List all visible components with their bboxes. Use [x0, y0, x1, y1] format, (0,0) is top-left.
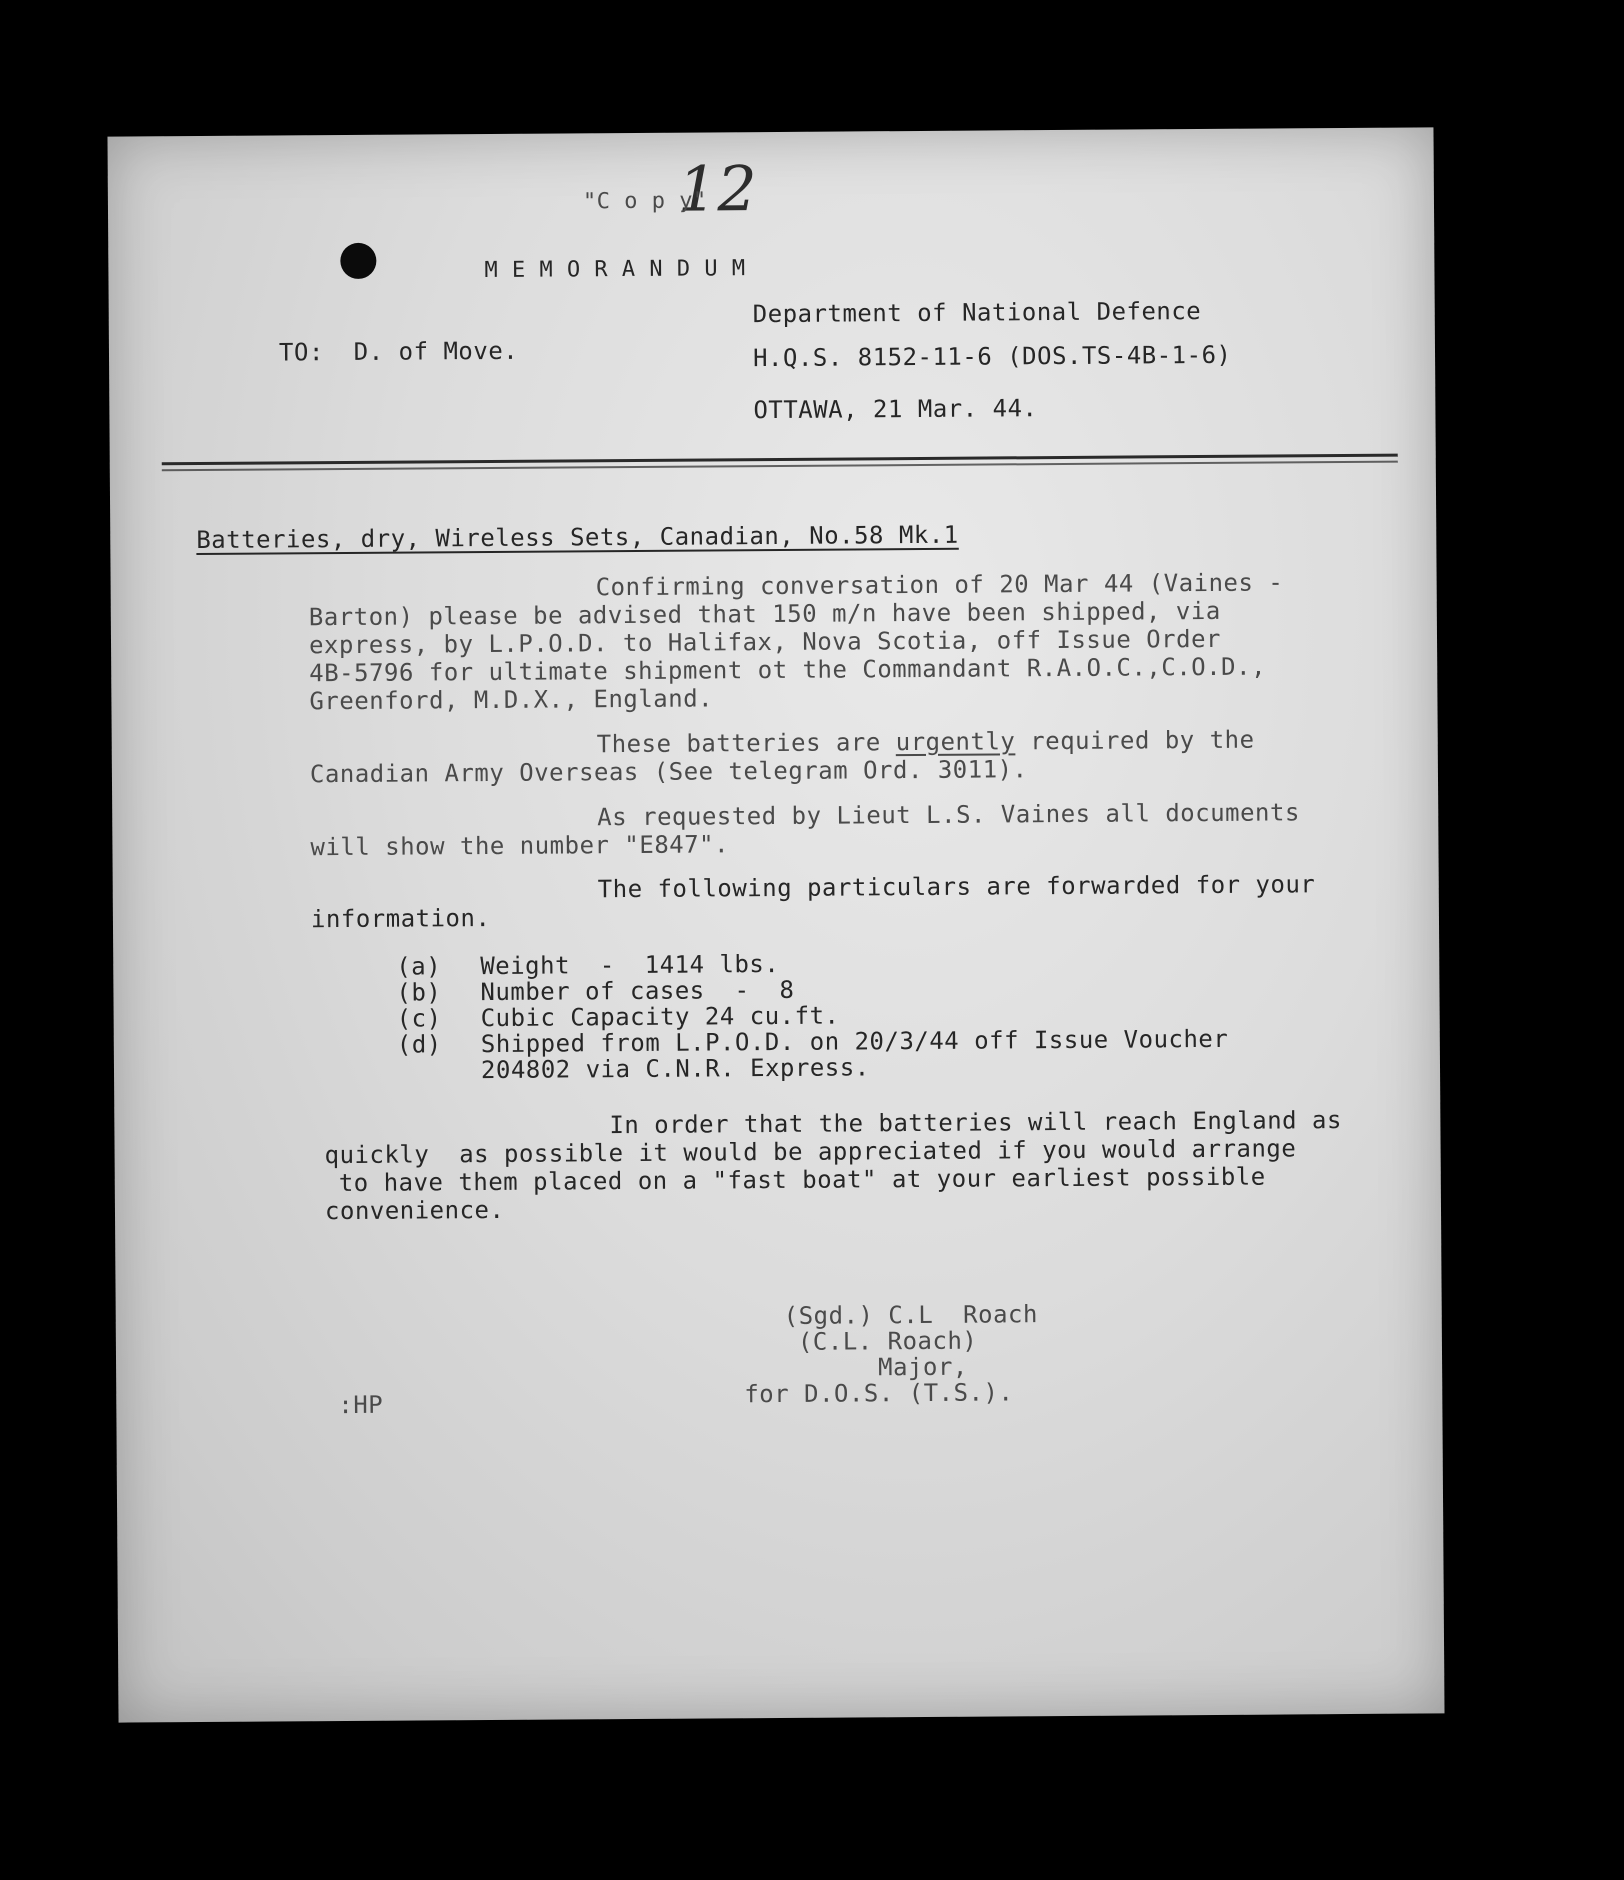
paragraph-4-line-2: information.	[310, 903, 491, 934]
document-type-heading: M E M O R A N D U M	[484, 256, 746, 284]
typist-initials: :HP	[338, 1390, 384, 1420]
paragraph-5-line-2: quickly as possible it would be appreciated if you would arrange	[324, 1134, 1297, 1170]
particular-text-b: Number of cases - 8	[480, 975, 795, 1007]
punch-hole	[340, 243, 376, 279]
paragraph-4-line-1: The following particulars are forwarded for your	[597, 870, 1316, 904]
particular-label-d: (d)	[396, 1030, 442, 1059]
paragraph-2-text-before: These batteries are	[596, 728, 896, 759]
handwritten-page-number: 12	[677, 152, 758, 226]
particular-text-d-continuation: 204802 via C.N.R. Express.	[480, 1053, 870, 1085]
particular-label-b: (b)	[396, 978, 442, 1007]
department-name: Department of National Defence	[752, 297, 1202, 329]
paragraph-1-line-5: Greenford, M.D.X., England.	[309, 684, 714, 716]
paragraph-1-line-4: 4B-5796 for ultimate shipment ot the Commandant R.A.O.C.,C.O.D.,	[309, 652, 1267, 688]
place-and-date: OTTAWA, 21 Mar. 44.	[753, 394, 1038, 425]
particular-label-a: (a)	[396, 952, 442, 981]
paragraph-5-line-3: to have them placed on a "fast boat" at your earliest possible	[338, 1162, 1266, 1198]
paragraph-3-line-1: As requested by Lieut L.S. Vaines all documents	[597, 798, 1300, 832]
signature-rank-line: Major,	[877, 1352, 968, 1382]
paragraph-5-line-4: convenience.	[324, 1195, 505, 1226]
urgently-underlined-word: urgently	[895, 727, 1016, 757]
subject-line: Batteries, dry, Wireless Sets, Canadian, No.58 Mk.1	[196, 520, 959, 555]
signature-signed-line: (Sgd.) C.L Roach	[783, 1300, 1038, 1330]
particular-text-c: Cubic Capacity 24 cu.ft.	[480, 1001, 840, 1033]
paragraph-3-line-2: will show the number "E847".	[310, 830, 730, 862]
particular-text-d: Shipped from L.P.O.D. on 20/3/44 off Issue Voucher	[480, 1024, 1229, 1059]
memorandum-page	[107, 127, 1444, 1722]
paragraph-1-line-3: express, by L.P.O.D. to Halifax, Nova Scotia, off Issue Order	[308, 624, 1222, 660]
paragraph-5-line-1: In order that the batteries will reach England as	[609, 1106, 1342, 1140]
particular-label-c: (c)	[396, 1004, 442, 1033]
paragraph-1-line-1: Confirming conversation of 20 Mar 44 (Vaines -	[595, 568, 1284, 602]
to-line: TO: D. of Move.	[278, 336, 519, 367]
particular-text-a: Weight - 1414 lbs.	[480, 949, 780, 981]
signature-name-line: (C.L. Roach)	[797, 1326, 978, 1356]
paragraph-1-line-2: Barton) please be advised that 150 m/n have been shipped, via	[308, 596, 1221, 632]
file-reference: H.Q.S. 8152-11-6 (DOS.TS-4B-1-6)	[752, 340, 1232, 373]
signature-office-line: for D.O.S. (T.S.).	[744, 1378, 1014, 1409]
paragraph-2-line-2: Canadian Army Overseas (See telegram Ord. 3011).	[309, 755, 1028, 789]
paragraph-2-line-1	[597, 726, 1255, 759]
copy-label: "C o p y"	[582, 188, 707, 215]
paragraph-2-text-after: required by the	[1015, 725, 1255, 756]
